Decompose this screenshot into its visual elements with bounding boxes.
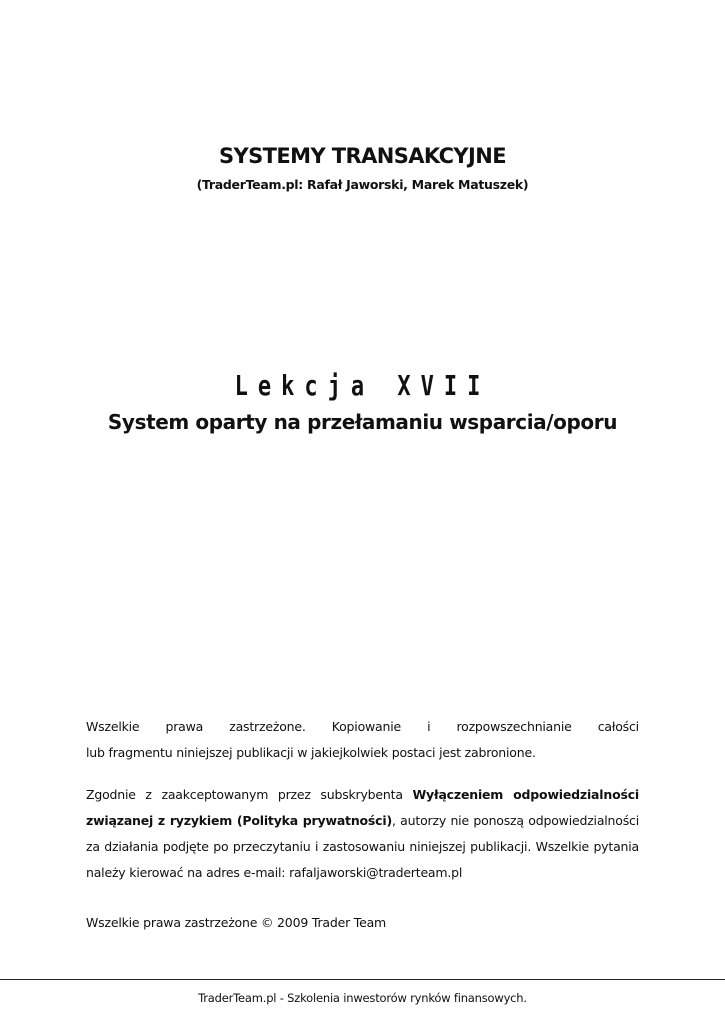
disclaimer-bold: Wyłączeniem odpowiedzialności związanej z ryzykiem (Polityka prywatności): [86, 787, 640, 828]
disclaimer-intro: Zgodnie z zaakceptowanym przez subskrybenta: [86, 787, 413, 802]
footer-text: TraderTeam.pl - Szkolenia inwestorów rynków finansowych.: [198, 991, 527, 1005]
rights-word: rozpowszechnianie: [456, 719, 572, 734]
rights-word: całości: [597, 719, 639, 734]
disclaimer-paragraph: [86, 782, 639, 886]
lesson-title: System oparty na przełamaniu wsparcia/oporu: [107, 410, 618, 434]
disclaimer-rest: , autorzy nie ponoszą odpowiedzialności za działania podjęte po przeczytaniu i zastosowaniu niniejszej publikacji. Wszelkie pytania należy kierować na adres e-mail: rafaljaworski@traderteam.pl: [86, 813, 639, 880]
rights-line-2: lub fragmentu niniejszej publikacji w jakiejkolwiek postaci jest zabronione.: [86, 745, 536, 760]
rights-word: zastrzeżone.: [229, 719, 306, 734]
lesson-number: Lekcja XVII: [234, 371, 491, 403]
footer-divider: [0, 979, 725, 980]
rights-line-1: [86, 714, 639, 740]
copyright-notice: Wszelkie prawa zastrzeżone © 2009 Trader Team: [86, 915, 387, 930]
rights-word: i: [427, 719, 431, 734]
rights-paragraph: [86, 714, 639, 766]
rights-word: Wszelkie: [86, 719, 140, 734]
rights-word: Kopiowanie: [331, 719, 401, 734]
page-subtitle: (TraderTeam.pl: Rafał Jaworski, Marek Matuszek): [196, 177, 529, 192]
rights-word: prawa: [165, 719, 204, 734]
page-title: SYSTEMY TRANSAKCYJNE: [219, 144, 506, 168]
